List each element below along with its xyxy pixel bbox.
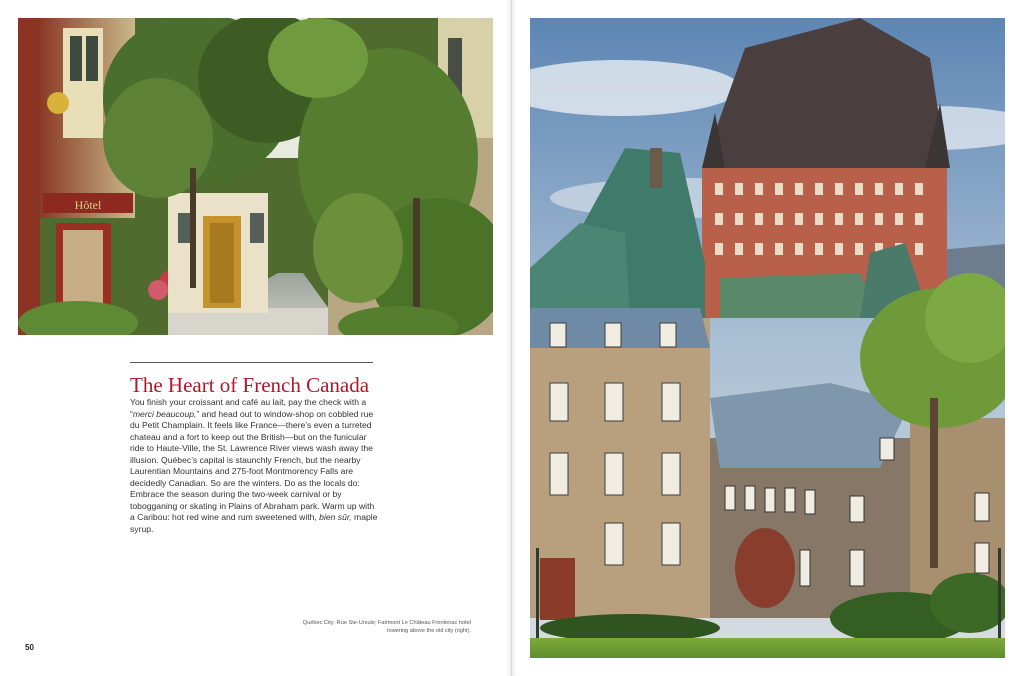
page-number: 50: [25, 643, 34, 652]
article-body: [130, 397, 378, 536]
article-body-run: maple syrup.: [130, 512, 378, 535]
street-photo-illustration: [18, 18, 493, 335]
hotel-sign: Hôtel: [74, 198, 102, 212]
article-body-italic-run: bien sûr,: [319, 512, 352, 523]
article-body-run: ” and head out to window-shop on cobbled rue du Petit Champlain. It feels like France—there’s even a turreted chateau and a fort to keep out the British—but on the funicular ride to Haute-Ville, the St. Lawrence River views wash away the illusion. Québec’s capital is staunchly French, but the nearby Laurentian Mountains and 275-foot Montmorency Falls are decidedly Canadian. So are the winters. Do as the locals do: Embrace the season during the two-week carnival or by tobogganing or skating in Plains of Abraham park. Warm up with a Caribou: hot red wine and rum sweetened with,: [130, 408, 375, 523]
chateau-photo: [530, 18, 1005, 658]
article-headline: The Heart of French Canada: [130, 373, 370, 397]
article-body-run: You finish your croissant and café au lait, pay the check with a “: [130, 397, 367, 419]
chateau-photo-illustration: [530, 18, 1005, 658]
article-body-italic-run: merci beaucoup,: [132, 408, 197, 419]
headline-rule: [130, 362, 373, 363]
photo-caption: Québec City: Rue Ste-Ursule; Fairmont Le Château Frontenac hotel towering above the old city (right).: [302, 620, 471, 634]
street-photo: [18, 18, 493, 335]
